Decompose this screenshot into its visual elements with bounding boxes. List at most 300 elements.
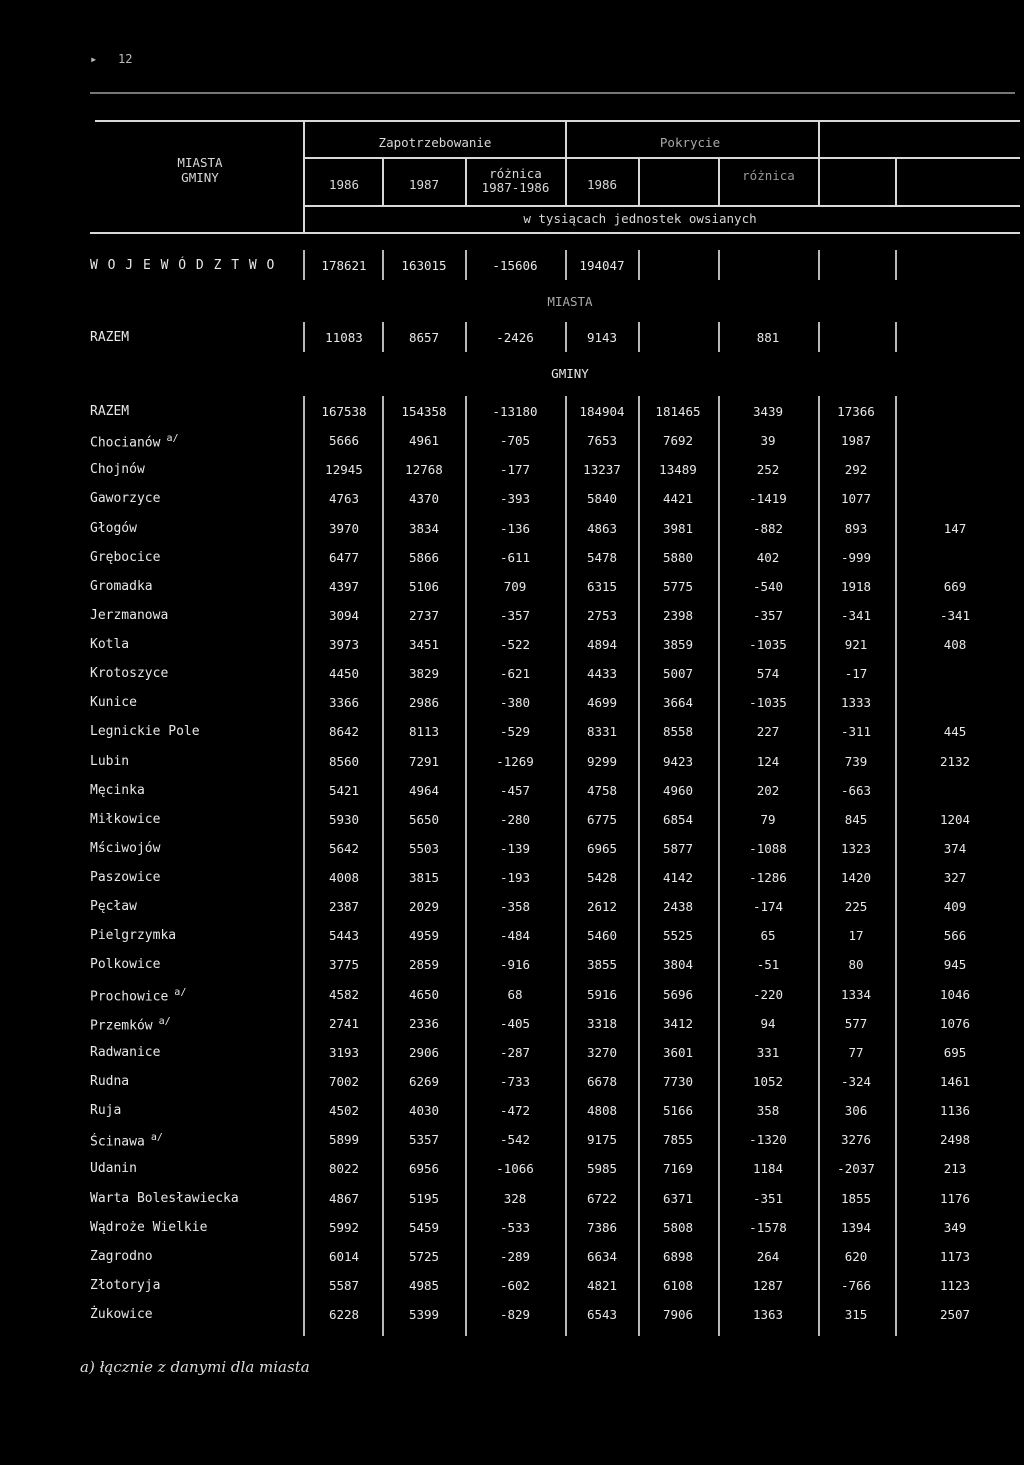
row-label: Gromadka xyxy=(90,579,153,594)
column-separator xyxy=(895,322,897,352)
table-cell: 3859 xyxy=(662,637,694,652)
table-cell: 2986 xyxy=(408,695,440,710)
table-cell: 1918 xyxy=(840,579,872,594)
table-cell: 4030 xyxy=(408,1103,440,1118)
row-label: Ścinawa xyxy=(90,1134,145,1150)
row-label: Przemków xyxy=(90,1018,153,1034)
table-cell: -289 xyxy=(499,1249,531,1264)
table-cell: 79 xyxy=(760,812,776,827)
table-row-name xyxy=(90,491,160,506)
row-label: Wądroże Wielkie xyxy=(90,1220,208,1235)
table-cell: 5992 xyxy=(328,1220,360,1235)
table-row-name xyxy=(90,1045,160,1060)
table-cell: -540 xyxy=(752,579,784,594)
table-cell: -542 xyxy=(499,1132,531,1147)
table-cell: 1855 xyxy=(840,1191,872,1206)
column-separator xyxy=(818,250,820,280)
table-cell: -2426 xyxy=(496,330,534,345)
table-cell: 8022 xyxy=(328,1161,360,1176)
table-cell: 5916 xyxy=(586,987,618,1002)
table-cell: 6543 xyxy=(586,1307,618,1322)
table-cell: -457 xyxy=(499,783,531,798)
row-label: Radwanice xyxy=(90,1045,161,1060)
table-row-name xyxy=(90,666,168,681)
table-cell: 8642 xyxy=(328,724,360,739)
table-cell: -2037 xyxy=(837,1161,875,1176)
table-row-name xyxy=(90,1191,239,1206)
column-separator xyxy=(465,322,467,352)
table-cell: 6634 xyxy=(586,1249,618,1264)
table-cell: 4821 xyxy=(586,1278,618,1293)
table-cell: 2612 xyxy=(586,899,618,914)
table-cell: 4959 xyxy=(408,928,440,943)
table-cell: -663 xyxy=(840,783,872,798)
table-cell: 5642 xyxy=(328,841,360,856)
table-row-name xyxy=(90,1103,121,1118)
table-cell: -393 xyxy=(499,491,531,506)
table-cell: 5443 xyxy=(328,928,360,943)
table-cell: 2132 xyxy=(939,754,971,769)
table-cell: 5007 xyxy=(662,666,694,681)
table-cell: 6269 xyxy=(408,1074,440,1089)
page-number: 12 xyxy=(118,52,133,66)
table-cell: 65 xyxy=(760,928,776,943)
table-cell: 5650 xyxy=(408,812,440,827)
table-cell: 6371 xyxy=(662,1191,694,1206)
table-cell: -193 xyxy=(499,870,531,885)
table-cell: 6965 xyxy=(586,841,618,856)
table-row-name xyxy=(90,812,160,827)
table-cell: -341 xyxy=(939,608,971,623)
table-cell: 4763 xyxy=(328,491,360,506)
table-cell: -357 xyxy=(752,608,784,623)
table-row-name xyxy=(90,637,129,652)
table-cell: -522 xyxy=(499,637,531,652)
table-cell: 13489 xyxy=(659,462,697,477)
table-row-name xyxy=(90,870,160,885)
table-cell: 6775 xyxy=(586,812,618,827)
table-row-name xyxy=(90,987,186,1004)
table-cell: -1320 xyxy=(749,1132,787,1147)
table-cell: 4894 xyxy=(586,637,618,652)
table-cell: 445 xyxy=(943,724,967,739)
table-row-name xyxy=(90,928,176,943)
table-cell: 68 xyxy=(507,987,523,1002)
table-cell: 3094 xyxy=(328,608,360,623)
table-row-name xyxy=(90,899,137,914)
table-cell: 80 xyxy=(848,957,864,972)
table-cell: 1184 xyxy=(752,1161,784,1176)
table-cell: -136 xyxy=(499,521,531,536)
table-cell: 3276 xyxy=(840,1132,872,1147)
table-cell: 669 xyxy=(943,579,967,594)
table-cell: 1176 xyxy=(939,1191,971,1206)
table-cell: 1136 xyxy=(939,1103,971,1118)
header-units: w tysiącach jednostek owsianych xyxy=(523,211,757,226)
table-cell: 5195 xyxy=(408,1191,440,1206)
table-cell: 3855 xyxy=(586,957,618,972)
column-separator xyxy=(465,396,467,1336)
table-cell: 402 xyxy=(756,550,780,565)
table-row-name xyxy=(90,957,160,972)
table-cell: 349 xyxy=(943,1220,967,1235)
table-cell: 1076 xyxy=(939,1016,971,1031)
table-cell: 292 xyxy=(844,462,868,477)
table-cell: 7653 xyxy=(586,433,618,448)
table-cell: 5985 xyxy=(586,1161,618,1176)
table-cell: -1286 xyxy=(749,870,787,885)
table-cell: 5808 xyxy=(662,1220,694,1235)
header-col-1986b: 1986 xyxy=(586,177,618,192)
table-cell: -51 xyxy=(756,957,780,972)
table-cell: 577 xyxy=(844,1016,868,1031)
table-cell: 5459 xyxy=(408,1220,440,1235)
table-row-name xyxy=(90,1278,160,1293)
table-cell: 3970 xyxy=(328,521,360,536)
table-cell: -611 xyxy=(499,550,531,565)
table-cell: 227 xyxy=(756,724,780,739)
table-cell: 2906 xyxy=(408,1045,440,1060)
table-cell: 6108 xyxy=(662,1278,694,1293)
table-cell: 5775 xyxy=(662,579,694,594)
table-cell: 6228 xyxy=(328,1307,360,1322)
row-label: Rudna xyxy=(90,1074,130,1089)
table-cell: 1046 xyxy=(939,987,971,1002)
table-cell: 695 xyxy=(943,1045,967,1060)
table-cell: -220 xyxy=(752,987,784,1002)
table-cell: 4808 xyxy=(586,1103,618,1118)
table-cell: 5357 xyxy=(408,1132,440,1147)
row-label: Męcinka xyxy=(90,783,145,798)
table-cell: -13180 xyxy=(492,404,538,419)
table-cell: 7002 xyxy=(328,1074,360,1089)
table-cell: 39 xyxy=(760,433,776,448)
table-cell: 202 xyxy=(756,783,780,798)
table-cell: 77 xyxy=(848,1045,864,1060)
table-cell: 566 xyxy=(943,928,967,943)
table-cell: 1363 xyxy=(752,1307,784,1322)
header-top-rule xyxy=(95,120,1020,122)
table-cell: 7906 xyxy=(662,1307,694,1322)
row-label: Kotla xyxy=(90,637,130,652)
row-label: Legnickie Pole xyxy=(90,724,200,739)
table-cell: 3193 xyxy=(328,1045,360,1060)
table-cell: 7169 xyxy=(662,1161,694,1176)
header-pokrycie: Pokrycie xyxy=(659,135,721,150)
table-cell: 5525 xyxy=(662,928,694,943)
table-cell: 3439 xyxy=(752,404,784,419)
table-cell: 4960 xyxy=(662,783,694,798)
table-cell: 1461 xyxy=(939,1074,971,1089)
table-cell: -405 xyxy=(499,1016,531,1031)
row-label: Mściwojów xyxy=(90,841,161,856)
column-separator xyxy=(465,250,467,280)
table-cell: 6014 xyxy=(328,1249,360,1264)
table-cell: -1035 xyxy=(749,637,787,652)
table-cell: 4142 xyxy=(662,870,694,885)
table-cell: 4008 xyxy=(328,870,360,885)
table-cell: -766 xyxy=(840,1278,872,1293)
table-cell: 315 xyxy=(844,1307,868,1322)
footnote-marker: a/ xyxy=(168,987,187,998)
table-cell: 4502 xyxy=(328,1103,360,1118)
table-cell: 5503 xyxy=(408,841,440,856)
table-row-name xyxy=(90,1132,163,1149)
table-cell: 3775 xyxy=(328,957,360,972)
table-cell: 2336 xyxy=(408,1016,440,1031)
table-cell: -733 xyxy=(499,1074,531,1089)
table-cell: 409 xyxy=(943,899,967,914)
table-cell: 5880 xyxy=(662,550,694,565)
table-cell: 124 xyxy=(756,754,780,769)
table-cell: 4964 xyxy=(408,783,440,798)
table-cell: 5587 xyxy=(328,1278,360,1293)
top-faint-rule xyxy=(90,92,1015,94)
footnote-marker: a/ xyxy=(144,1132,163,1143)
table-cell: 5166 xyxy=(662,1103,694,1118)
table-cell: 2498 xyxy=(939,1132,971,1147)
table-cell: 7291 xyxy=(408,754,440,769)
header-col-1987: 1987 xyxy=(408,177,440,192)
table-cell: 6956 xyxy=(408,1161,440,1176)
table-cell: 845 xyxy=(844,812,868,827)
table-cell: -139 xyxy=(499,841,531,856)
table-cell: 1323 xyxy=(840,841,872,856)
table-cell: -324 xyxy=(840,1074,872,1089)
section-gminy: GMINY xyxy=(551,366,589,381)
header-bottom-rule xyxy=(90,232,1020,234)
table-cell: -341 xyxy=(840,608,872,623)
table-cell: 4421 xyxy=(662,491,694,506)
table-cell: -357 xyxy=(499,608,531,623)
column-separator xyxy=(718,396,720,1336)
table-cell: 739 xyxy=(844,754,868,769)
table-cell: -533 xyxy=(499,1220,531,1235)
table-cell: 4370 xyxy=(408,491,440,506)
header-col-roznica2: różnica xyxy=(742,168,795,183)
table-cell: 7730 xyxy=(662,1074,694,1089)
table-row-name xyxy=(90,433,179,450)
table-row-name xyxy=(90,1220,207,1235)
table-cell: 147 xyxy=(943,521,967,536)
row-label: Jerzmanowa xyxy=(90,608,169,623)
header-units-rule xyxy=(305,205,1020,207)
table-cell: 9175 xyxy=(586,1132,618,1147)
column-separator xyxy=(818,322,820,352)
table-row-name xyxy=(90,724,200,739)
table-cell: -602 xyxy=(499,1278,531,1293)
table-cell: 709 xyxy=(503,579,527,594)
table-cell: 264 xyxy=(756,1249,780,1264)
table-cell: 3664 xyxy=(662,695,694,710)
table-cell: 4397 xyxy=(328,579,360,594)
table-cell: 1333 xyxy=(840,695,872,710)
table-cell: 4650 xyxy=(408,987,440,1002)
table-cell: 2753 xyxy=(586,608,618,623)
row-label: Krotoszyce xyxy=(90,666,169,681)
row-label: Grębocice xyxy=(90,550,161,565)
table-cell: 8560 xyxy=(328,754,360,769)
table-cell: 358 xyxy=(756,1103,780,1118)
table-cell: 2398 xyxy=(662,608,694,623)
table-cell: 4582 xyxy=(328,987,360,1002)
table-cell: 574 xyxy=(756,666,780,681)
table-row-name xyxy=(90,608,168,623)
table-cell: 3412 xyxy=(662,1016,694,1031)
table-cell: 3834 xyxy=(408,521,440,536)
table-cell: 2741 xyxy=(328,1016,360,1031)
table-cell: -358 xyxy=(499,899,531,914)
table-cell: -380 xyxy=(499,695,531,710)
table-cell: 8113 xyxy=(408,724,440,739)
table-row-name xyxy=(90,404,129,419)
row-label: Pielgrzymka xyxy=(90,928,177,943)
table-cell: 7692 xyxy=(662,433,694,448)
table-cell: 921 xyxy=(844,637,868,652)
table-cell: -174 xyxy=(752,899,784,914)
header-vline-4 xyxy=(565,120,567,205)
header-vline-8 xyxy=(895,157,897,205)
table-cell: 2029 xyxy=(408,899,440,914)
table-cell: 154358 xyxy=(401,404,447,419)
table-cell: -705 xyxy=(499,433,531,448)
table-row-name xyxy=(90,841,160,856)
table-cell: 184904 xyxy=(579,404,625,419)
table-row-name xyxy=(90,783,145,798)
table-cell: -1269 xyxy=(496,754,534,769)
table-cell: 3366 xyxy=(328,695,360,710)
wojewodztwo-label: W O J E W Ó D Z T W O xyxy=(90,258,276,273)
table-cell: 4758 xyxy=(586,783,618,798)
table-cell: 331 xyxy=(756,1045,780,1060)
table-row-name xyxy=(90,754,129,769)
table-cell: 2507 xyxy=(939,1307,971,1322)
table-cell: 8657 xyxy=(408,330,440,345)
table-cell: 213 xyxy=(943,1161,967,1176)
table-row-name xyxy=(90,1161,137,1176)
table-cell: -916 xyxy=(499,957,531,972)
table-cell: 5106 xyxy=(408,579,440,594)
table-cell: -472 xyxy=(499,1103,531,1118)
table-cell: 94 xyxy=(760,1016,776,1031)
table-cell: 178621 xyxy=(321,258,367,273)
header-col-roznica: różnica 1987-1986 xyxy=(481,166,550,195)
table-cell: 5478 xyxy=(586,550,618,565)
row-label: Głogów xyxy=(90,521,137,536)
table-cell: 1394 xyxy=(840,1220,872,1235)
column-separator xyxy=(718,250,720,280)
table-cell: 6722 xyxy=(586,1191,618,1206)
table-cell: 6477 xyxy=(328,550,360,565)
row-label: Miłkowice xyxy=(90,812,161,827)
row-label: Polkowice xyxy=(90,957,161,972)
header-left-label: MIASTA GMINY xyxy=(177,155,223,185)
page-number-marker: ▸ xyxy=(90,52,98,66)
table-cell: 11083 xyxy=(325,330,363,345)
table-cell: -177 xyxy=(499,462,531,477)
table-row-name xyxy=(90,550,160,565)
header-vline-5 xyxy=(638,157,640,205)
header-mid-rule xyxy=(305,157,1020,159)
table-cell: 163015 xyxy=(401,258,447,273)
table-cell: 225 xyxy=(844,899,868,914)
table-cell: 8558 xyxy=(662,724,694,739)
row-label: Ruja xyxy=(90,1103,122,1118)
table-row-name xyxy=(90,1307,153,1322)
table-cell: 5866 xyxy=(408,550,440,565)
table-cell: 3981 xyxy=(662,521,694,536)
table-cell: 3804 xyxy=(662,957,694,972)
table-cell: 181465 xyxy=(655,404,701,419)
table-cell: -1419 xyxy=(749,491,787,506)
column-separator xyxy=(895,250,897,280)
table-cell: -1088 xyxy=(749,841,787,856)
table-cell: 1287 xyxy=(752,1278,784,1293)
table-row-name xyxy=(90,579,153,594)
table-cell: 252 xyxy=(756,462,780,477)
table-cell: -351 xyxy=(752,1191,784,1206)
table-row-name xyxy=(90,1016,171,1033)
table-cell: 306 xyxy=(844,1103,868,1118)
table-cell: 3601 xyxy=(662,1045,694,1060)
footnote-marker: a/ xyxy=(160,433,179,444)
table-cell: 5399 xyxy=(408,1307,440,1322)
table-cell: 1052 xyxy=(752,1074,784,1089)
row-label: Lubin xyxy=(90,754,130,769)
table-cell: 1420 xyxy=(840,870,872,885)
row-label: Kunice xyxy=(90,695,137,710)
table-cell: 3815 xyxy=(408,870,440,885)
footnote: a) łącznie z danymi dla miasta xyxy=(80,1358,310,1376)
row-label: Paszowice xyxy=(90,870,161,885)
table-cell: 194047 xyxy=(579,258,625,273)
table-cell: -1066 xyxy=(496,1161,534,1176)
table-cell: 6898 xyxy=(662,1249,694,1264)
header-vline-1 xyxy=(303,120,305,232)
table-cell: 5840 xyxy=(586,491,618,506)
table-cell: 3270 xyxy=(586,1045,618,1060)
table-cell: 13237 xyxy=(583,462,621,477)
table-cell: 5460 xyxy=(586,928,618,943)
table-cell: 12945 xyxy=(325,462,363,477)
table-row-name xyxy=(90,462,145,477)
table-cell: 5899 xyxy=(328,1132,360,1147)
table-row-name xyxy=(90,521,137,536)
table-cell: 5696 xyxy=(662,987,694,1002)
table-cell: 6315 xyxy=(586,579,618,594)
row-label: RAZEM xyxy=(90,404,130,419)
table-cell: -15606 xyxy=(492,258,538,273)
table-cell: 408 xyxy=(943,637,967,652)
row-label: Chojnów xyxy=(90,462,145,477)
table-cell: -999 xyxy=(840,550,872,565)
table-cell: 1173 xyxy=(939,1249,971,1264)
table-cell: 4867 xyxy=(328,1191,360,1206)
header-col-1986: 1986 xyxy=(328,177,360,192)
table-cell: 6854 xyxy=(662,812,694,827)
table-cell: 9299 xyxy=(586,754,618,769)
column-separator xyxy=(718,322,720,352)
table-row-name xyxy=(90,695,137,710)
table-cell: 12768 xyxy=(405,462,443,477)
table-cell: -829 xyxy=(499,1307,531,1322)
table-cell: 2737 xyxy=(408,608,440,623)
table-cell: 4450 xyxy=(328,666,360,681)
table-cell: -621 xyxy=(499,666,531,681)
table-cell: 3318 xyxy=(586,1016,618,1031)
table-cell: 3451 xyxy=(408,637,440,652)
table-cell: 7386 xyxy=(586,1220,618,1235)
